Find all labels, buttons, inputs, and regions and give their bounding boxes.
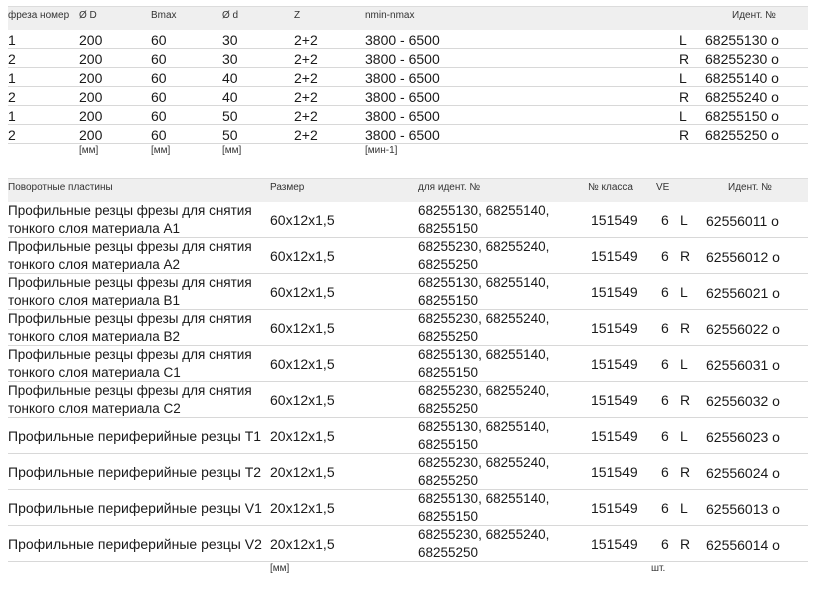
rpm-cell: 3800 - 6500 bbox=[365, 127, 440, 143]
table-row bbox=[8, 30, 808, 49]
header-inserts: Поворотные пластины bbox=[8, 182, 113, 193]
ident-cell: 62556024 o bbox=[706, 465, 780, 481]
class-cell: 151549 bbox=[591, 392, 638, 408]
size-cell: 60x12x1,5 bbox=[270, 212, 335, 228]
insert-name: Профильные периферийные резцы T2 bbox=[8, 464, 262, 480]
class-cell: 151549 bbox=[591, 320, 638, 336]
cutter-table bbox=[8, 6, 808, 168]
teeth-cell: 2+2 bbox=[294, 89, 318, 105]
ident-cell: 62556023 o bbox=[706, 429, 780, 445]
cutter-table-units bbox=[8, 144, 808, 168]
header-for-ident: для идент. № bbox=[418, 182, 481, 193]
insert-name-line2: тонкого слоя материала B1 bbox=[8, 293, 181, 308]
for-ident-line1: 68255130, 68255140, bbox=[418, 275, 550, 290]
ident-cell: 68255230 o bbox=[705, 51, 779, 67]
insert-name-line2: тонкого слоя материала B2 bbox=[8, 329, 181, 344]
for-ident-line2: 68255250 bbox=[418, 473, 479, 488]
side-cell: R bbox=[680, 320, 691, 336]
header-ident: Идент. № bbox=[728, 182, 772, 193]
insert-name: Профильные периферийные резцы V2 bbox=[8, 536, 262, 552]
table-row bbox=[8, 418, 808, 454]
class-cell: 151549 bbox=[591, 212, 638, 228]
cutter-table-body bbox=[8, 30, 808, 144]
insert-name-line2: тонкого слоя материала A2 bbox=[8, 257, 181, 272]
rpm-cell: 3800 - 6500 bbox=[365, 89, 440, 105]
inner-diameter-cell: 40 bbox=[222, 70, 238, 86]
insert-name-line2: тонкого слоя материала A1 bbox=[8, 221, 181, 236]
header-bmax: Bmax bbox=[151, 10, 177, 21]
ident-cell: 68255150 o bbox=[705, 108, 779, 124]
outer-diameter-cell: 200 bbox=[79, 89, 103, 105]
table-row bbox=[8, 202, 808, 238]
bmax-cell: 60 bbox=[151, 108, 167, 124]
cutter-number-cell: 2 bbox=[8, 89, 16, 105]
rpm-cell: 3800 - 6500 bbox=[365, 108, 440, 124]
teeth-cell: 2+2 bbox=[294, 51, 318, 67]
ident-cell: 68255250 o bbox=[705, 127, 779, 143]
for-ident-line1: 68255230, 68255240, bbox=[418, 455, 550, 470]
header-size: Размер bbox=[270, 182, 305, 193]
side-cell: L bbox=[680, 212, 688, 228]
cutter-table-header bbox=[8, 6, 808, 30]
table-row bbox=[8, 238, 808, 274]
for-ident-line1: 68255230, 68255240, bbox=[418, 239, 550, 254]
teeth-cell: 2+2 bbox=[294, 127, 318, 143]
size-cell: 60x12x1,5 bbox=[270, 356, 335, 372]
for-ident-line2: 68255150 bbox=[418, 365, 479, 380]
ident-cell: 62556021 o bbox=[706, 285, 780, 301]
outer-diameter-cell: 200 bbox=[79, 70, 103, 86]
unit-rpm: [мин-1] bbox=[365, 145, 398, 156]
side-cell: L bbox=[680, 356, 688, 372]
cutter-number-cell: 2 bbox=[8, 127, 16, 143]
insert-name-line2: тонкого слоя материала C2 bbox=[8, 401, 181, 416]
inner-diameter-cell: 30 bbox=[222, 32, 238, 48]
size-cell: 20x12x1,5 bbox=[270, 428, 335, 444]
insert-table bbox=[8, 178, 808, 586]
header-cutter-number: фреза номер bbox=[8, 10, 70, 21]
table-row bbox=[8, 490, 808, 526]
for-ident-line1: 68255130, 68255140, bbox=[418, 347, 550, 362]
side-cell: L bbox=[679, 32, 687, 48]
bmax-cell: 60 bbox=[151, 32, 167, 48]
insert-name-line1: Профильные резцы фрезы для снятия bbox=[8, 203, 252, 218]
size-cell: 60x12x1,5 bbox=[270, 284, 335, 300]
cutter-number-cell: 1 bbox=[8, 32, 16, 48]
bmax-cell: 60 bbox=[151, 127, 167, 143]
inner-diameter-cell: 30 bbox=[222, 51, 238, 67]
side-cell: L bbox=[680, 500, 688, 516]
size-cell: 20x12x1,5 bbox=[270, 464, 335, 480]
for-ident-line1: 68255130, 68255140, bbox=[418, 419, 550, 434]
for-ident-line2: 68255250 bbox=[418, 257, 479, 272]
ve-cell: 6 bbox=[661, 464, 669, 480]
outer-diameter-cell: 200 bbox=[79, 127, 103, 143]
ident-cell: 62556014 o bbox=[706, 537, 780, 553]
size-cell: 20x12x1,5 bbox=[270, 536, 335, 552]
cutter-number-cell: 2 bbox=[8, 51, 16, 67]
for-ident-line1: 68255230, 68255240, bbox=[418, 527, 550, 542]
table-row bbox=[8, 87, 808, 106]
for-ident-line1: 68255230, 68255240, bbox=[418, 311, 550, 326]
table-row bbox=[8, 106, 808, 125]
inner-diameter-cell: 50 bbox=[222, 108, 238, 124]
ve-cell: 6 bbox=[661, 284, 669, 300]
insert-name-line1: Профильные резцы фрезы для снятия bbox=[8, 239, 252, 254]
table-row bbox=[8, 310, 808, 346]
table-row bbox=[8, 454, 808, 490]
bmax-cell: 60 bbox=[151, 89, 167, 105]
for-ident-line1: 68255230, 68255240, bbox=[418, 383, 550, 398]
class-cell: 151549 bbox=[591, 536, 638, 552]
header-teeth: Z bbox=[294, 10, 301, 21]
side-cell: R bbox=[679, 51, 690, 67]
table-row bbox=[8, 382, 808, 418]
ident-cell: 62556013 o bbox=[706, 501, 780, 517]
ident-cell: 62556032 o bbox=[706, 393, 780, 409]
for-ident-line2: 68255150 bbox=[418, 437, 479, 452]
table-row bbox=[8, 125, 808, 144]
for-ident-line2: 68255250 bbox=[418, 329, 479, 344]
unit-inner-diameter: [мм] bbox=[222, 145, 242, 156]
ve-cell: 6 bbox=[661, 212, 669, 228]
for-ident-line2: 68255250 bbox=[418, 401, 479, 416]
unit-outer-diameter: [мм] bbox=[79, 145, 99, 156]
outer-diameter-cell: 200 bbox=[79, 32, 103, 48]
header-class: № класса bbox=[588, 182, 633, 193]
class-cell: 151549 bbox=[591, 428, 638, 444]
header-ve: VE bbox=[656, 182, 670, 193]
side-cell: R bbox=[679, 127, 690, 143]
cutter-number-cell: 1 bbox=[8, 108, 16, 124]
class-cell: 151549 bbox=[591, 284, 638, 300]
side-cell: R bbox=[680, 248, 691, 264]
insert-name: Профильные периферийные резцы V1 bbox=[8, 500, 262, 516]
size-cell: 60x12x1,5 bbox=[270, 248, 335, 264]
insert-table-header bbox=[8, 178, 808, 202]
ident-cell: 68255130 o bbox=[705, 32, 779, 48]
ident-cell: 62556022 o bbox=[706, 321, 780, 337]
insert-name-line1: Профильные резцы фрезы для снятия bbox=[8, 347, 252, 362]
ve-cell: 6 bbox=[661, 392, 669, 408]
ve-cell: 6 bbox=[661, 356, 669, 372]
insert-name-line1: Профильные резцы фрезы для снятия bbox=[8, 383, 252, 398]
ident-cell: 68255240 o bbox=[705, 89, 779, 105]
ve-cell: 6 bbox=[661, 428, 669, 444]
unit-bmax: [мм] bbox=[151, 145, 171, 156]
rpm-cell: 3800 - 6500 bbox=[365, 51, 440, 67]
bmax-cell: 60 bbox=[151, 51, 167, 67]
ve-cell: 6 bbox=[661, 536, 669, 552]
ident-cell: 68255140 o bbox=[705, 70, 779, 86]
outer-diameter-cell: 200 bbox=[79, 108, 103, 124]
side-cell: R bbox=[680, 536, 691, 552]
size-cell: 60x12x1,5 bbox=[270, 320, 335, 336]
cutter-number-cell: 1 bbox=[8, 70, 16, 86]
bmax-cell: 60 bbox=[151, 70, 167, 86]
side-cell: R bbox=[680, 392, 691, 408]
table-row bbox=[8, 49, 808, 68]
side-cell: L bbox=[679, 70, 687, 86]
table-row bbox=[8, 346, 808, 382]
for-ident-line1: 68255130, 68255140, bbox=[418, 203, 550, 218]
table-row bbox=[8, 526, 808, 562]
header-rpm: nmin-nmax bbox=[365, 10, 415, 21]
side-cell: L bbox=[679, 108, 687, 124]
insert-name-line2: тонкого слоя материала C1 bbox=[8, 365, 181, 380]
class-cell: 151549 bbox=[591, 500, 638, 516]
table-row bbox=[8, 68, 808, 87]
ident-cell: 62556012 o bbox=[706, 249, 780, 265]
ve-cell: 6 bbox=[661, 500, 669, 516]
ve-cell: 6 bbox=[661, 320, 669, 336]
table-row bbox=[8, 274, 808, 310]
size-cell: 20x12x1,5 bbox=[270, 500, 335, 516]
insert-table-body bbox=[8, 202, 808, 562]
class-cell: 151549 bbox=[591, 248, 638, 264]
ident-cell: 62556031 o bbox=[706, 357, 780, 373]
ve-cell: 6 bbox=[661, 248, 669, 264]
header-inner-diameter: Ø d bbox=[222, 10, 239, 21]
for-ident-line1: 68255130, 68255140, bbox=[418, 491, 550, 506]
insert-table-units bbox=[8, 562, 808, 586]
for-ident-line2: 68255150 bbox=[418, 509, 479, 524]
insert-name-line1: Профильные резцы фрезы для снятия bbox=[8, 275, 252, 290]
unit-size: [мм] bbox=[270, 563, 290, 574]
for-ident-line2: 68255150 bbox=[418, 221, 479, 236]
side-cell: R bbox=[680, 464, 691, 480]
rpm-cell: 3800 - 6500 bbox=[365, 32, 440, 48]
header-outer-diameter: Ø D bbox=[79, 10, 97, 21]
teeth-cell: 2+2 bbox=[294, 70, 318, 86]
side-cell: L bbox=[680, 428, 688, 444]
class-cell: 151549 bbox=[591, 464, 638, 480]
inner-diameter-cell: 40 bbox=[222, 89, 238, 105]
header-ident: Идент. № bbox=[732, 10, 776, 21]
size-cell: 60x12x1,5 bbox=[270, 392, 335, 408]
ident-cell: 62556011 o bbox=[706, 213, 779, 229]
side-cell: R bbox=[679, 89, 690, 105]
outer-diameter-cell: 200 bbox=[79, 51, 103, 67]
teeth-cell: 2+2 bbox=[294, 108, 318, 124]
for-ident-line2: 68255250 bbox=[418, 545, 479, 560]
inner-diameter-cell: 50 bbox=[222, 127, 238, 143]
insert-name-line1: Профильные резцы фрезы для снятия bbox=[8, 311, 252, 326]
class-cell: 151549 bbox=[591, 356, 638, 372]
rpm-cell: 3800 - 6500 bbox=[365, 70, 440, 86]
insert-name: Профильные периферийные резцы T1 bbox=[8, 428, 262, 444]
unit-ve: шт. bbox=[651, 563, 666, 574]
for-ident-line2: 68255150 bbox=[418, 293, 479, 308]
side-cell: L bbox=[680, 284, 688, 300]
teeth-cell: 2+2 bbox=[294, 32, 318, 48]
